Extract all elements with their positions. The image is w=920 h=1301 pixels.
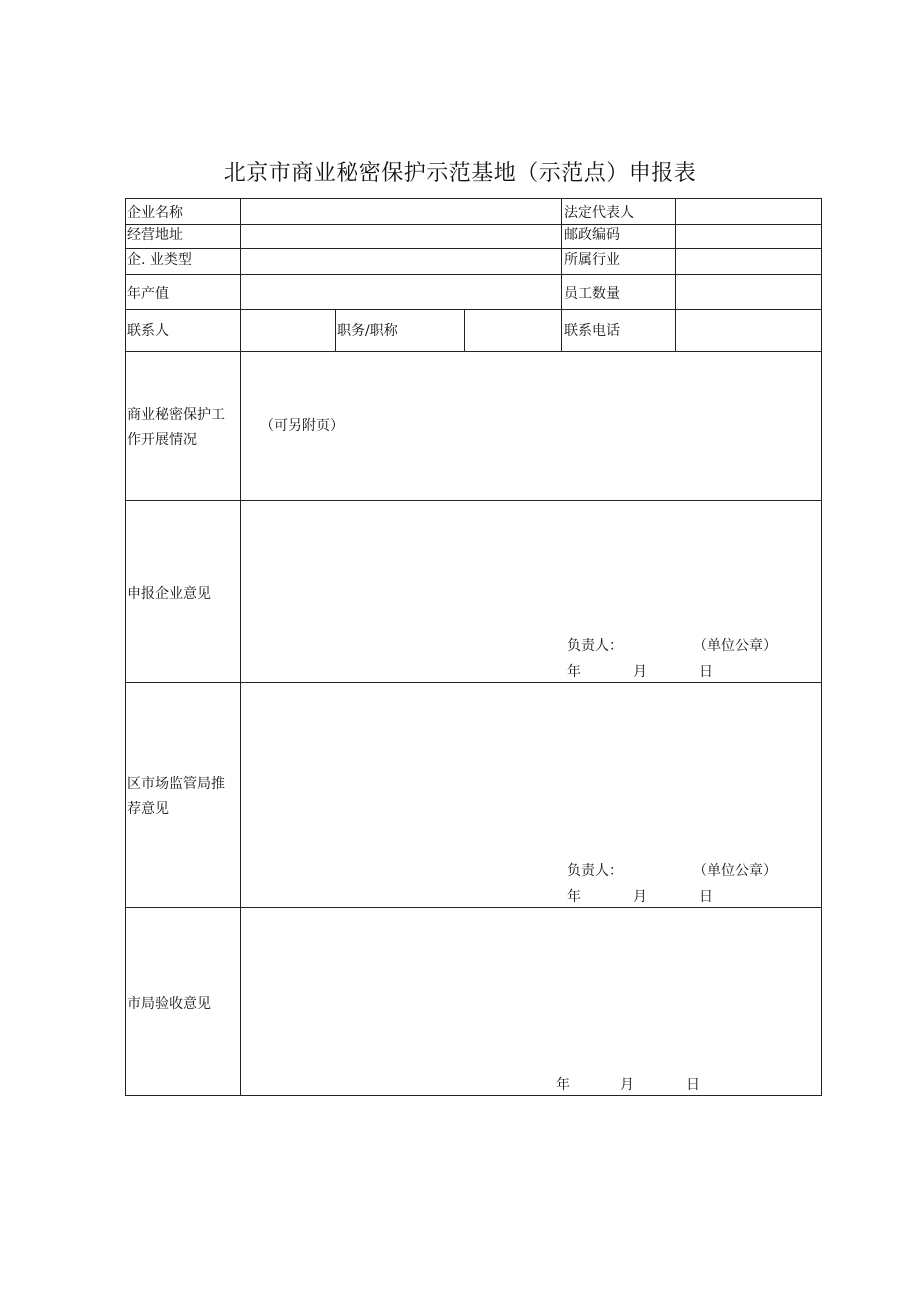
- responsible-person-label: 负责人：: [567, 638, 623, 654]
- date-year-label: 年: [567, 664, 581, 680]
- row-divider: [125, 274, 822, 275]
- label-contact-phone: 联系电话: [564, 323, 620, 339]
- label-company-type: 企. 业类型: [127, 252, 192, 268]
- label-industry: 所属行业: [564, 252, 620, 268]
- label-district-opinion: 区市场监管局推荐意见: [127, 776, 225, 817]
- label-postal-code: 邮政编码: [564, 227, 620, 243]
- company-seal-label: （单位公章）: [693, 863, 777, 879]
- page-title: 北京市商业秘密保护示范基地（示范点）申报表: [223, 161, 697, 186]
- column-divider: [464, 309, 465, 352]
- table-border-top: [125, 198, 822, 199]
- date-month-label: 月: [633, 664, 647, 680]
- row-divider: [125, 248, 822, 249]
- company-seal-label: （单位公章）: [693, 638, 777, 654]
- label-company-opinion: 申报企业意见: [127, 586, 211, 602]
- application-form: [125, 198, 822, 1096]
- row-divider: [125, 351, 822, 352]
- responsible-person-label: 负责人：: [567, 863, 623, 879]
- table-border-right: [821, 198, 822, 1096]
- attachment-note: （可另附页）: [260, 418, 344, 434]
- column-divider: [675, 198, 676, 352]
- date-month-label: 月: [633, 889, 647, 905]
- label-position-title: 职务/职称: [337, 323, 398, 339]
- column-divider: [240, 198, 241, 1096]
- row-divider: [125, 224, 822, 225]
- date-year-label: 年: [556, 1077, 570, 1093]
- date-year-label: 年: [567, 889, 581, 905]
- date-day-label: 日: [686, 1077, 700, 1093]
- label-business-address: 经营地址: [127, 227, 183, 243]
- label-work-situation: 商业秘密保护工作开展情况: [127, 407, 225, 448]
- row-divider: [125, 500, 822, 501]
- date-day-label: 日: [699, 889, 713, 905]
- label-annual-output: 年产值: [127, 286, 169, 302]
- label-legal-representative: 法定代表人: [564, 205, 634, 221]
- date-month-label: 月: [620, 1077, 634, 1093]
- table-border-left: [125, 198, 126, 1096]
- column-divider: [335, 309, 336, 352]
- date-day-label: 日: [699, 664, 713, 680]
- column-divider: [561, 198, 562, 352]
- label-contact-person: 联系人: [127, 323, 169, 339]
- label-company-name: 企业名称: [127, 205, 183, 221]
- row-divider: [125, 309, 822, 310]
- table-border-bottom: [125, 1095, 822, 1096]
- label-city-opinion: 市局验收意见: [127, 996, 211, 1012]
- row-divider: [125, 907, 822, 908]
- row-divider: [125, 682, 822, 683]
- label-employee-count: 员工数量: [564, 286, 620, 302]
